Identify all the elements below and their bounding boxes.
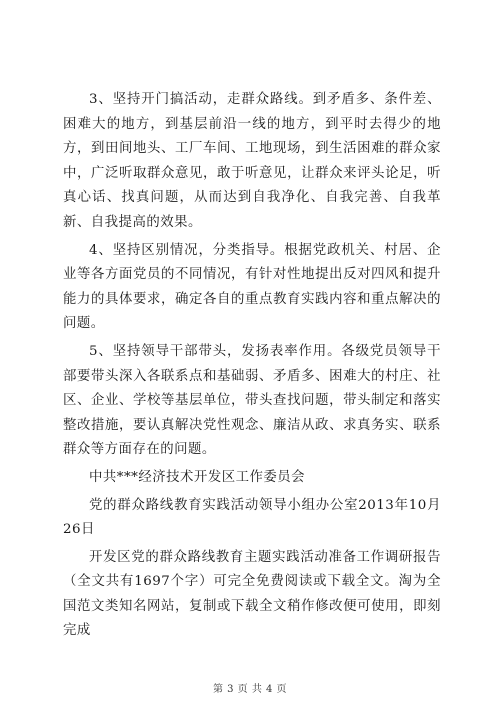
page-number-footer: 第 3 页 共 4 页 [212, 684, 288, 695]
paragraph-item-3: 3、坚持开门搞活动，走群众路线。到矛盾多、条件差、困难大的地方，到基层前沿一线的地方，到平时去得少的地方，到田间地头、工厂车间、工地现场，到生活困难的群众家中，广泛听取群众意见，敢于听意见，让群众来评头论足，听真心话、找真问题，从而达到自我净化、自我完善、自我革新、自我提高的效果。 [63, 92, 441, 230]
document-body [63, 88, 441, 644]
signature-organization: 中共***经济技术开发区工作委员会 [89, 469, 306, 485]
signature-office-date: 党的群众路线教育实践活动领导小组办公室2013年10月26日 [63, 497, 441, 538]
paragraph-item-4: 4、坚持区别情况，分类指导。根据党政机关、村居、企业等各方面党员的不同情况，有针对性地提出反对四风和提升能力的具体要求，确定各自的重点教育实践内容和重点解决的问题。 [63, 242, 441, 332]
download-note: 开发区党的群众路线教育主题实践活动准备工作调研报告（全文共有1697个字）可完全免费阅读或下载全文。淘为全国范文类知名网站，复制或下载全文稍作修改便可使用，即刻完成 [63, 549, 441, 639]
paragraph-item-5: 5、坚持领导干部带头，发扬表率作用。各级党员领导干部要带头深入各联系点和基础弱、矛盾多、困难大的村庄、社区、企业、学校等基层单位，带头查找问题，带头制定和落实整改措施，要认真解决党性观念、廉洁从政、求真务实、联系群众等方面存在的问题。 [63, 343, 441, 458]
